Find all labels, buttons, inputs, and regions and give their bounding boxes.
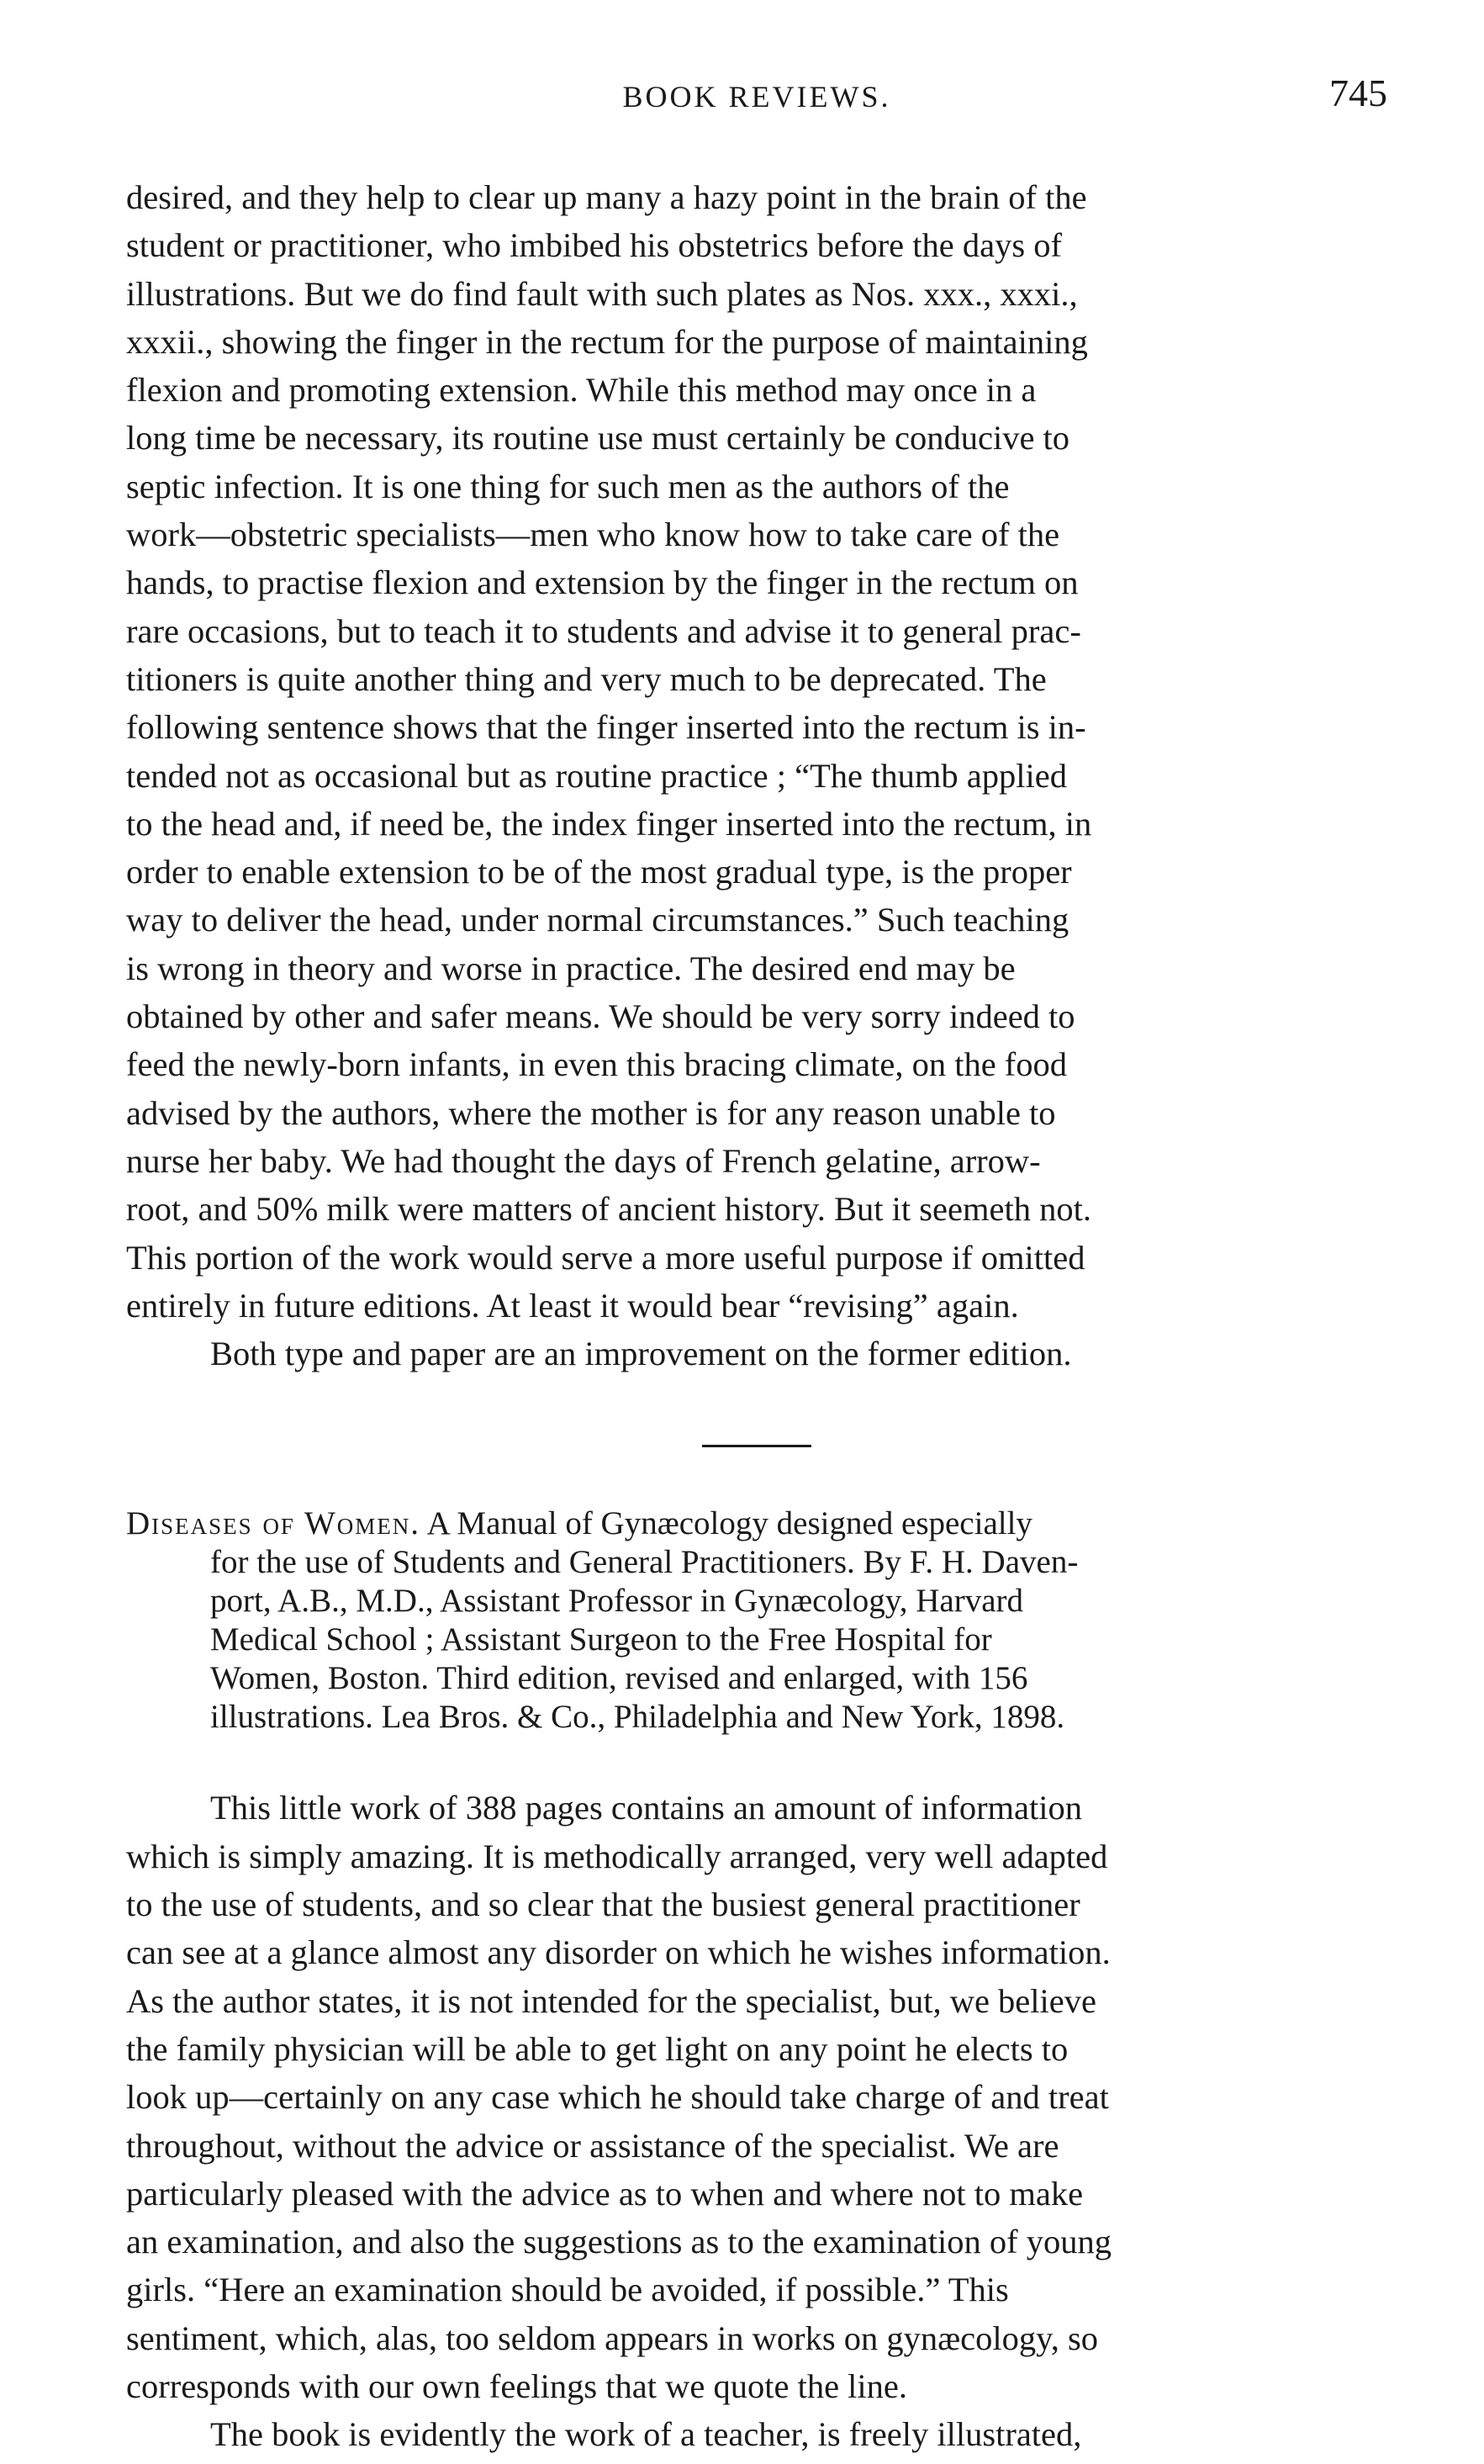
text-line: titioners is quite another thing and very much to be deprecated. The xyxy=(126,659,1047,698)
text-line: long time be necessary, its routine use must certainly be conducive to xyxy=(126,419,1070,457)
text-line: This portion of the work would serve a more useful purpose if omitted xyxy=(126,1238,1085,1277)
text-line: an examination, and also the suggestions as to the examination of young xyxy=(126,2223,1112,2261)
text-line: corresponds with our own feelings that we quote the line. xyxy=(126,2366,908,2405)
text-line: desired, and they help to clear up many a hazy point in the brain of the xyxy=(126,178,1087,216)
text-line: to the head and, if need be, the index finger inserted into the rectum, in xyxy=(126,804,1092,843)
text-line: look up—certainly on any case which he should take charge of and treat xyxy=(126,2078,1109,2117)
text-line: tended not as occasional but as routine practice ; “The thumb applied xyxy=(126,756,1067,795)
text-line: can see at a glance almost any disorder on which he wishes information. xyxy=(126,1933,1111,1972)
entry-line: illustrations. Lea Bros. & Co., Philadelphia and New York, 1898. xyxy=(210,1699,1065,1736)
entry-line: A Manual of Gynæcology designed especially xyxy=(426,1505,1032,1542)
text-line: which is simply amazing. It is methodically arranged, very well adapted xyxy=(126,1837,1108,1875)
review-body xyxy=(126,1784,1387,2458)
text-line: As the author states, it is not intended for the specialist, but, we believe xyxy=(126,1981,1096,2020)
text-line: xxxii., showing the finger in the rectum for the purpose of maintaining xyxy=(126,322,1088,361)
text-line: rare occasions, but to teach it to students and advise it to general prac- xyxy=(126,611,1081,650)
text-line: This little work of 388 pages contains an amount of information xyxy=(210,1789,1083,1827)
text-line: to the use of students, and so clear that the busiest general practitioner xyxy=(126,1885,1080,1924)
text-line: work—obstetric specialists—men who know how to take care of the xyxy=(126,516,1060,554)
text-line: throughout, without the advice or assistance of the specialist. We are xyxy=(126,2126,1059,2165)
text-line: student or practitioner, who imbibed his obstetrics before the days of xyxy=(126,226,1062,265)
text-line: girls. “Here an examination should be avoided, if possible.” This xyxy=(126,2271,1009,2309)
text-line: is wrong in theory and worse in practice. The desired end may be xyxy=(126,949,1016,987)
entry-line: Women, Boston. Third edition, revised and enlarged, with 156 xyxy=(210,1660,1028,1697)
running-head xyxy=(126,67,1387,126)
text-line: illustrations. But we do find fault with such plates as Nos. xxx., xxxi., xyxy=(126,274,1078,313)
running-title: BOOK REVIEWS. xyxy=(622,80,891,114)
entry-line: Medical School ; Assistant Surgeon to the Free Hospital for xyxy=(210,1621,992,1658)
text-line: feed the newly-born infants, in even this bracing climate, on the food xyxy=(126,1045,1068,1084)
review-entry-heading xyxy=(126,1504,1387,1737)
text-line: following sentence shows that the finger inserted into the rectum is in- xyxy=(126,708,1086,747)
entry-line: port, A.B., M.D., Assistant Professor in Gynæcology, Harvard xyxy=(210,1583,1024,1620)
closing-line: Both type and paper are an improvement on the former edition. xyxy=(210,1335,1072,1373)
text-line: root, and 50% milk were matters of ancient history. But it seemeth not. xyxy=(126,1190,1091,1229)
text-line: flexion and promoting extension. While this method may once in a xyxy=(126,371,1037,410)
text-line: the family physician will be able to get light on any point he elects to xyxy=(126,2029,1069,2068)
text-line: sentiment, which, alas, too seldom appears in works on gynæcology, so xyxy=(126,2319,1098,2357)
previous-review-continuation xyxy=(126,173,1387,1377)
book-page xyxy=(126,67,1387,2459)
text-line: way to deliver the head, under normal circumstances.” Such teaching xyxy=(126,901,1069,939)
text-line: entirely in future editions. At least it would bear “revising” again. xyxy=(126,1286,1019,1325)
text-line: obtained by other and safer means. We should be very sorry indeed to xyxy=(126,997,1075,1036)
text-line: order to enable extension to be of the most gradual type, is the proper xyxy=(126,853,1072,891)
book-title: Diseases of Women. xyxy=(126,1505,421,1542)
text-line: advised by the authors, where the mother is for any reason unable to xyxy=(126,1093,1056,1132)
text-line: nurse her baby. We had thought the days of French gelatine, arrow- xyxy=(126,1141,1041,1180)
entry-line: for the use of Students and General Practitioners. By F. H. Daven- xyxy=(210,1544,1079,1581)
text-line: The book is evidently the work of a teacher, is freely illustrated, xyxy=(210,2415,1082,2454)
page-number: 745 xyxy=(1329,71,1387,114)
text-line: particularly pleased with the advice as to when and where not to make xyxy=(126,2174,1084,2213)
text-line: hands, to practise flexion and extension by the finger in the rectum on xyxy=(126,563,1079,602)
section-separator xyxy=(702,1445,811,1447)
text-line: septic infection. It is one thing for such men as the authors of the xyxy=(126,467,1010,505)
